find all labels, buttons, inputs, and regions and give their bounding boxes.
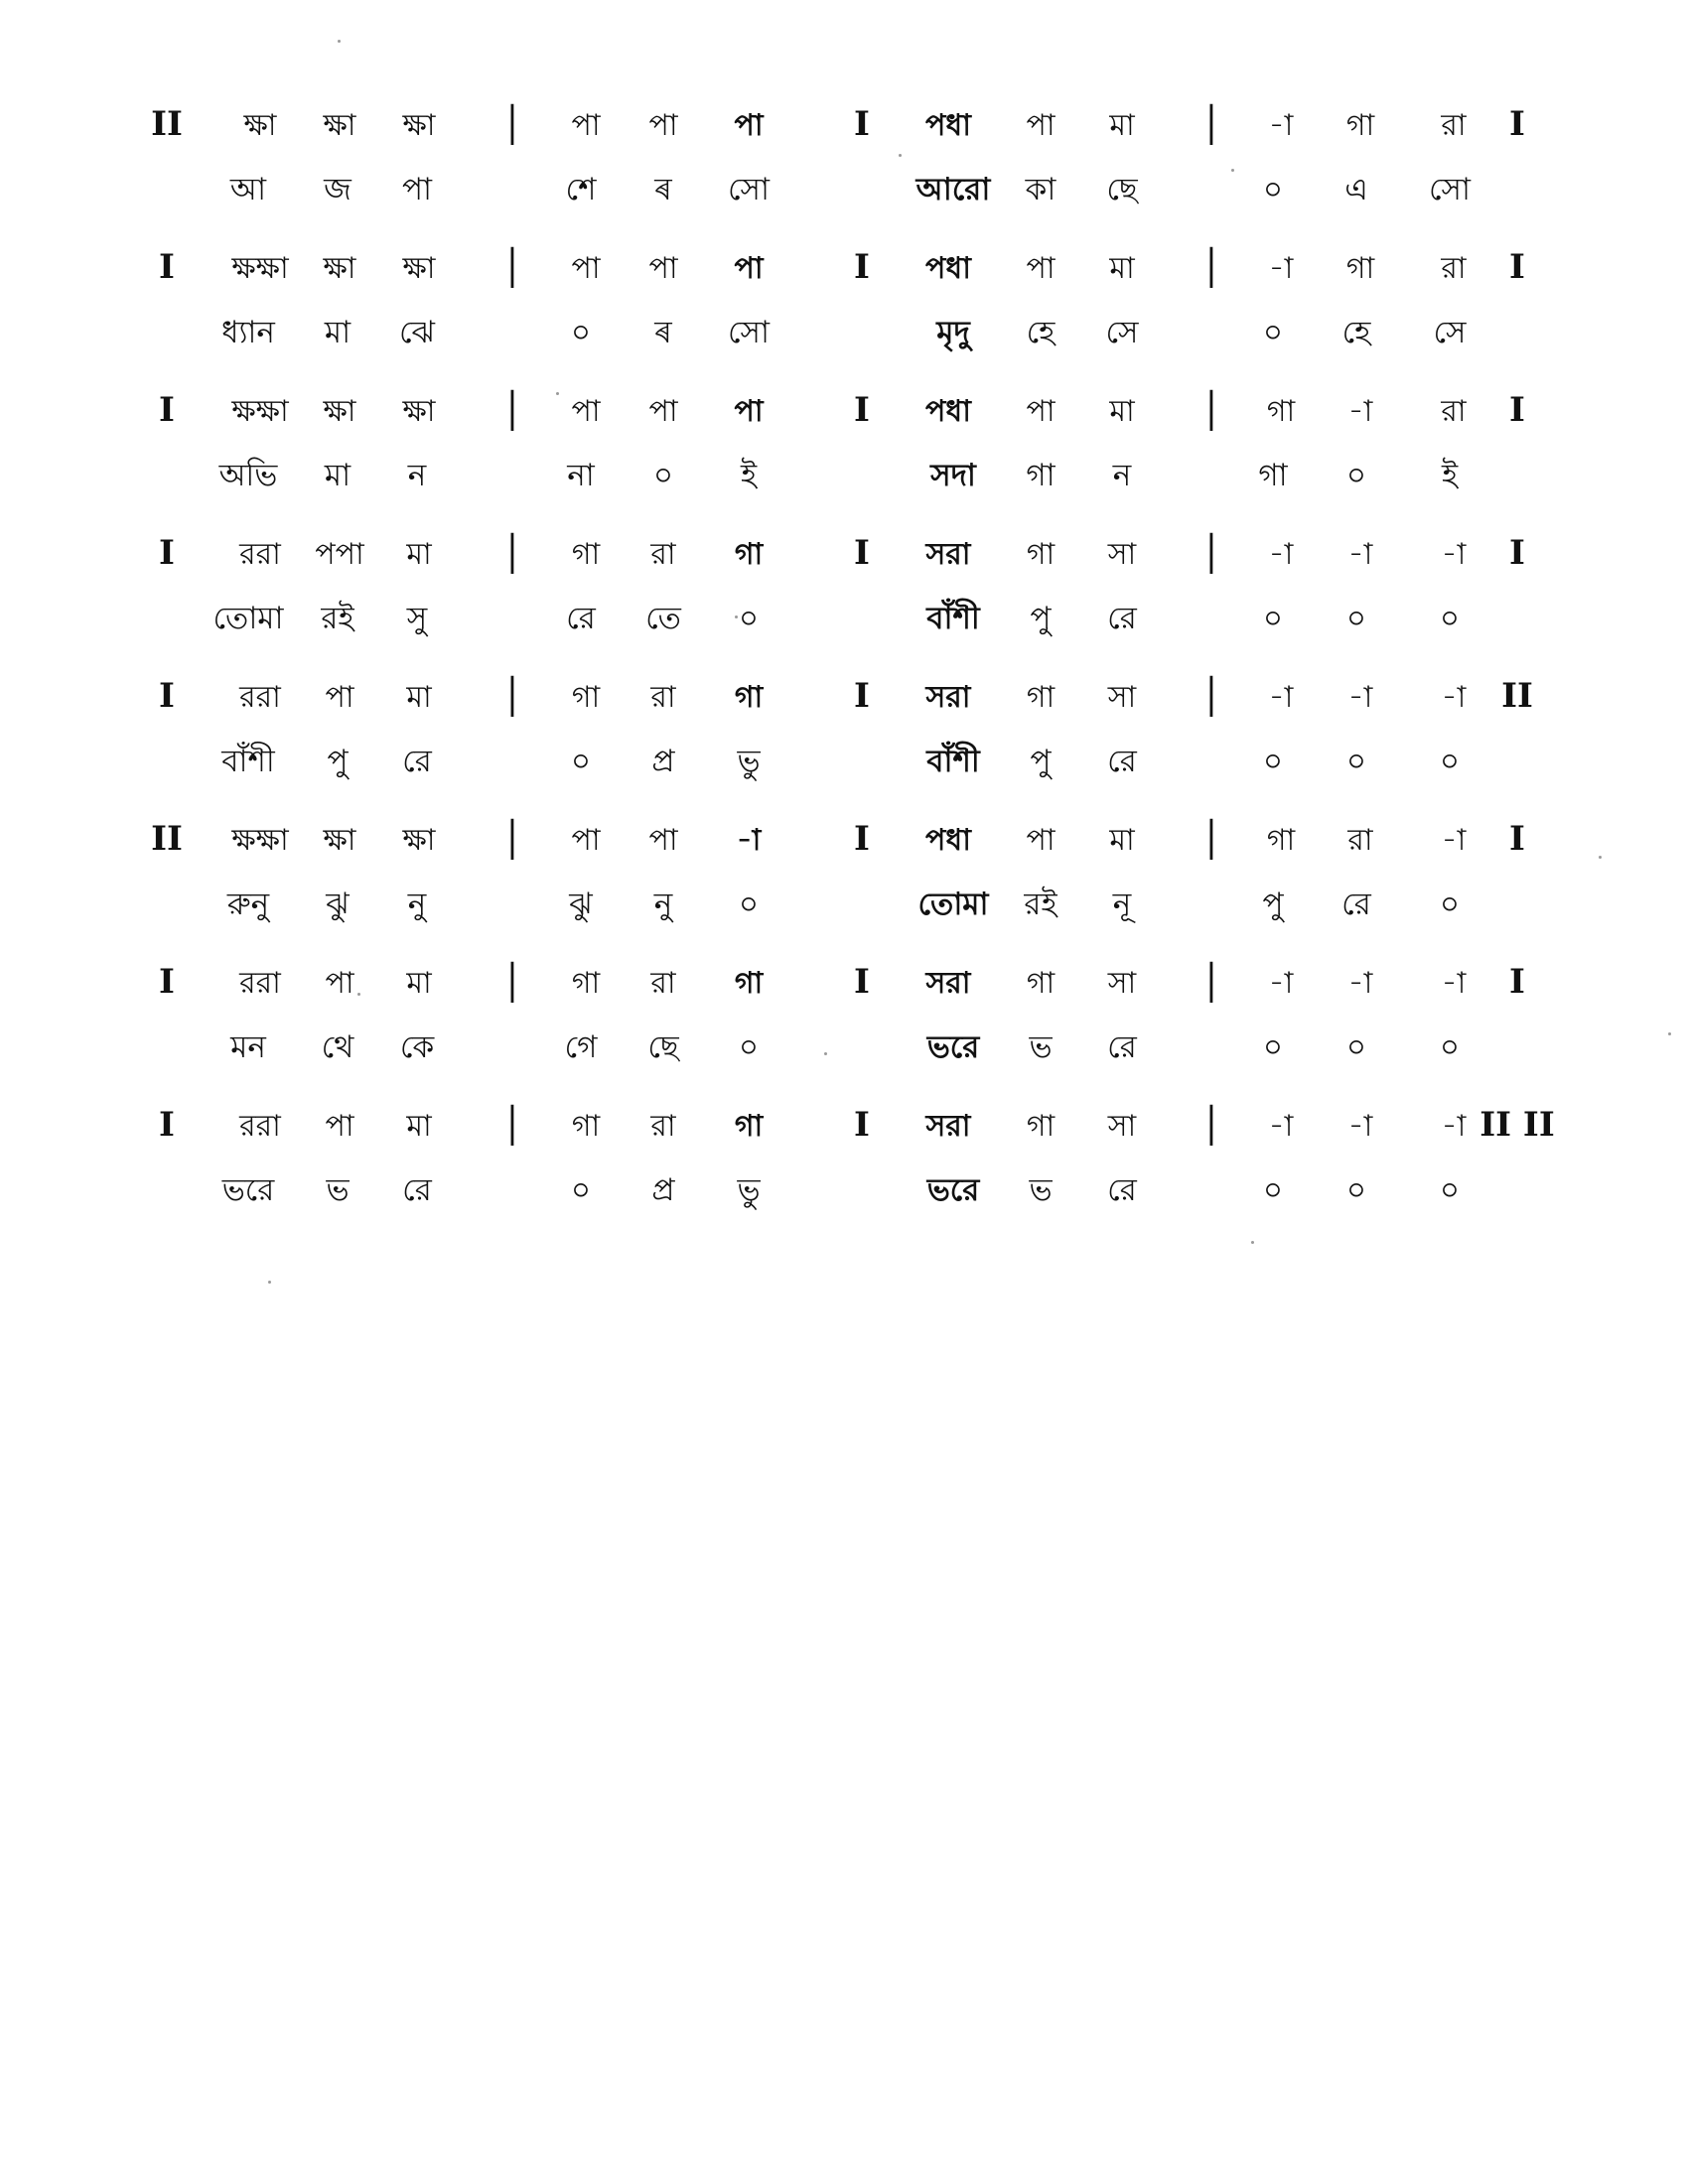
bar-line: | [505,670,519,718]
lyric-syllable: ০ [1345,1172,1367,1208]
swara-note: -া [1268,966,1294,1001]
swara-note: সা [1107,1109,1137,1144]
lyric-syllable: পু [1030,601,1052,636]
lyric-syllable: বাঁশী [926,601,980,636]
swara-note: ক্ষক্ষা [231,394,289,429]
bar-line: | [1204,527,1218,575]
swara-note: -া [1268,251,1294,286]
line-start-mark: II [151,104,183,144]
swara-note: -া [1441,1109,1467,1144]
bar-line: | [505,813,519,861]
swara-note: মা [1109,394,1135,429]
swara-note: পা [734,108,764,143]
lyric-syllable: নু [407,887,427,922]
lyric-syllable: আ [229,172,267,207]
swara-note: মা [406,1109,432,1144]
lyric-syllable: ০ [570,315,592,350]
swara-note: সরা [925,680,971,715]
lyric-syllable: নূ [1112,887,1132,922]
line-end-mark: I [1509,247,1525,287]
swara-note: সা [1107,537,1137,572]
line-start-mark: I [159,533,175,573]
scan-speck [899,154,902,157]
swara-note: গা [571,680,601,715]
lyric-syllable: প্র [651,1172,675,1208]
swara-note: -া [736,823,762,858]
swara-note: ক্ষক্ষা [231,251,289,286]
lyric-syllable: ০ [1345,744,1367,779]
lyric-syllable: হে [1341,315,1371,350]
swara-note: -া [1268,537,1294,572]
swara-note: পা [571,108,601,143]
bar-line: | [505,956,519,1004]
swara-note: ক্ষা [323,108,356,143]
swara-note: মা [1109,823,1135,858]
swara-note: রা [650,680,676,715]
swara-note: পা [325,680,354,715]
swara-note: রা [1441,394,1467,429]
swara-note: -া [1347,966,1373,1001]
swara-note: পা [734,251,764,286]
line-start-mark: I [159,962,175,1002]
line-end-mark: I [1509,390,1525,430]
lyric-syllable: ঝে [398,315,436,350]
swara-note: গা [571,1109,601,1144]
swara-note: পা [1026,823,1055,858]
swara-note: -া [1268,680,1294,715]
lyric-syllable: ভু [737,744,761,779]
bar-line: | [1204,384,1218,432]
swara-note: রা [650,966,676,1001]
swara-note: রা [1347,823,1373,858]
swara-note: ক্ষা [402,394,436,429]
swara-note: সরা [925,537,971,572]
swara-note: পধা [925,251,971,286]
lyric-syllable: ০ [570,744,592,779]
swara-note: গা [1026,966,1055,1001]
bar-line: | [1204,956,1218,1004]
lyric-syllable: হে [1026,315,1055,350]
swara-note: -া [1268,1109,1294,1144]
scan-speck [268,1281,271,1284]
bar-line: | [505,384,519,432]
line-end-mark: II [1501,676,1533,716]
swara-note: পা [648,394,678,429]
scan-speck [1668,1032,1671,1035]
section-mark: I [854,247,870,287]
lyric-syllable: তোমা [212,601,284,636]
swara-note: রা [650,1109,676,1144]
scan-speck [824,1052,827,1055]
lyric-syllable: কা [1025,172,1056,207]
lyric-syllable: ভরে [926,1172,980,1208]
swara-note: মা [406,537,432,572]
swara-note: পধা [925,394,971,429]
swara-note: মা [406,680,432,715]
bar-line: | [1204,1099,1218,1147]
bar-line: | [1204,813,1218,861]
lyric-syllable: তোমা [917,887,989,922]
lyric-syllable: ০ [570,1172,592,1208]
swara-note: পা [571,823,601,858]
lyric-syllable: ০ [1439,1172,1461,1208]
swara-note: মা [406,966,432,1001]
lyric-syllable: না [567,458,595,493]
line-start-mark: I [159,676,175,716]
lyric-syllable: পু [327,744,349,779]
swara-note: -া [1347,537,1373,572]
lyric-syllable: মন [230,1029,266,1065]
lyric-syllable: কে [399,1029,435,1065]
bar-line: | [1204,241,1218,289]
scan-speck [338,40,341,43]
line-end-mark: II II [1479,1105,1555,1145]
swara-note: সা [1107,966,1137,1001]
lyric-syllable: ০ [1439,1029,1461,1065]
swara-note: ররা [239,966,281,1001]
lyric-syllable: ০ [1262,601,1284,636]
line-end-mark: I [1509,962,1525,1002]
section-mark: I [854,390,870,430]
lyric-syllable: ভ [326,1172,350,1208]
lyric-syllable: ভ [1029,1172,1053,1208]
swara-note: ক্ষা [323,823,356,858]
lyric-syllable: রে [402,744,432,779]
swara-note: পপা [315,537,364,572]
swara-note: পা [648,823,678,858]
section-mark: I [854,533,870,573]
swara-note: রা [1441,251,1467,286]
line-start-mark: II [151,819,183,859]
lyric-syllable: ০ [1439,601,1461,636]
lyric-syllable: সে [1105,315,1139,350]
lyric-syllable: তে [645,601,681,636]
swara-note: পা [1026,108,1055,143]
swara-note: -া [1347,394,1373,429]
lyric-syllable: রে [1107,1029,1137,1065]
swara-note: -া [1347,1109,1373,1144]
swara-note: ক্ষা [243,108,277,143]
lyric-syllable: গা [1026,458,1055,493]
swara-note: গা [1266,823,1296,858]
swara-note: রা [1441,108,1467,143]
lyric-syllable: রে [1341,887,1371,922]
lyric-syllable: মা [324,315,352,350]
lyric-syllable: ০ [1262,1029,1284,1065]
swara-note: গা [734,680,764,715]
lyric-syllable: মৃদু [936,315,970,350]
lyric-syllable: গা [1258,458,1288,493]
lyric-syllable: ন [407,458,427,493]
swara-note: সরা [925,966,971,1001]
swara-note: গা [1345,251,1375,286]
lyric-syllable: আরো [915,172,991,207]
lyric-syllable: রে [566,601,596,636]
lyric-syllable: ছে [1106,172,1138,207]
swara-note: -া [1347,680,1373,715]
line-end-mark: I [1509,104,1525,144]
lyric-syllable: ০ [738,601,760,636]
lyric-syllable: নু [653,887,673,922]
lyric-syllable: ০ [1439,887,1461,922]
swara-note: -া [1441,823,1467,858]
lyric-syllable: থে [321,1029,354,1065]
lyric-syllable: রে [1107,744,1137,779]
lyric-syllable: প্র [651,744,675,779]
swara-note: পা [648,108,678,143]
lyric-syllable: রুনু [226,887,270,922]
scan-speck [357,993,360,996]
lyric-syllable: ০ [738,1029,760,1065]
line-start-mark: I [159,247,175,287]
bar-line: | [505,98,519,146]
section-mark: I [854,1105,870,1145]
lyric-syllable: জ [324,172,352,207]
lyric-syllable: ই [740,458,758,493]
lyric-syllable: ভ [1029,1029,1053,1065]
lyric-syllable: সো [727,172,771,207]
bar-line: | [505,1099,519,1147]
lyric-syllable: ভু [737,1172,761,1208]
lyric-syllable: অভি [218,458,278,493]
swara-note: পধা [925,823,971,858]
lyric-syllable: ০ [652,458,674,493]
lyric-syllable: ন [1112,458,1132,493]
swara-note: সরা [925,1109,971,1144]
swara-note: -া [1441,680,1467,715]
lyric-syllable: ভরে [926,1029,980,1065]
lyric-syllable: ০ [1345,458,1367,493]
swara-note: মা [1109,251,1135,286]
swara-note: পা [1026,251,1055,286]
swara-note: গা [1026,537,1055,572]
swara-note: সা [1107,680,1137,715]
lyric-syllable: সো [1428,172,1472,207]
swara-note: পা [571,251,601,286]
swara-note: গা [734,537,764,572]
bar-line: | [505,241,519,289]
lyric-syllable: পু [1030,744,1052,779]
lyric-syllable: রে [1107,1172,1137,1208]
lyric-syllable: বাঁশী [221,744,275,779]
swara-note: ক্ষা [323,394,356,429]
bar-line: | [505,527,519,575]
swara-note: ক্ষা [402,823,436,858]
swara-note: ররা [239,1109,281,1144]
swara-note: গা [571,966,601,1001]
lyric-syllable: ৰ [654,315,672,350]
section-mark: I [854,676,870,716]
swara-note: পা [648,251,678,286]
lyric-syllable: রে [402,1172,432,1208]
lyric-syllable: ০ [1345,1029,1367,1065]
swara-note: ক্ষক্ষা [231,823,289,858]
lyric-syllable: ০ [1345,601,1367,636]
swara-note: রা [650,537,676,572]
swara-note: ররা [239,680,281,715]
lyric-syllable: ধ্যান [221,315,275,350]
lyric-syllable: সো [727,315,771,350]
lyric-syllable: গে [564,1029,598,1065]
section-mark: I [854,104,870,144]
swara-note: পা [1026,394,1055,429]
lyric-syllable: বাঁশী [926,744,980,779]
lyric-syllable: ঝু [326,887,350,922]
lyric-syllable: ৰ [654,172,672,207]
line-end-mark: I [1509,533,1525,573]
swara-note: মা [1109,108,1135,143]
lyric-syllable: সদা [930,458,976,493]
lyric-syllable: রই [1024,887,1057,922]
swara-note: পা [571,394,601,429]
swara-note: গা [734,1109,764,1144]
swara-note: গা [571,537,601,572]
swara-note: -া [1268,108,1294,143]
swara-note: ক্ষা [402,251,436,286]
swara-note: -া [1441,966,1467,1001]
lyric-syllable: ঝু [569,887,593,922]
swara-note: -া [1441,537,1467,572]
lyric-syllable: এ [1344,172,1368,207]
section-mark: I [854,962,870,1002]
lyric-syllable: ০ [1262,1172,1284,1208]
swara-note: ক্ষা [402,108,436,143]
lyric-syllable: রই [321,601,354,636]
lyric-syllable: ০ [1262,315,1284,350]
lyric-syllable: পা [401,172,433,207]
lyric-syllable: ভরে [221,1172,275,1208]
swara-note: গা [1026,680,1055,715]
lyric-syllable: ০ [1262,172,1284,207]
swara-note: গা [734,966,764,1001]
swara-note: ররা [239,537,281,572]
swara-note: ক্ষা [323,251,356,286]
swara-note: গা [1345,108,1375,143]
swara-note: পধা [925,108,971,143]
lyric-syllable: সু [406,601,428,636]
lyric-syllable: মা [324,458,352,493]
bar-line: | [1204,670,1218,718]
lyric-syllable: ০ [1439,744,1461,779]
line-start-mark: I [159,390,175,430]
scan-speck [1251,1241,1254,1244]
scan-speck [556,392,559,395]
swara-note: গা [1026,1109,1055,1144]
lyric-syllable: সে [1433,315,1467,350]
lyric-syllable: শে [565,172,597,207]
scan-speck [735,615,738,618]
swara-note: গা [1266,394,1296,429]
lyric-syllable: রে [1107,601,1137,636]
scan-speck [1599,856,1602,859]
swara-note: পা [325,1109,354,1144]
swara-note: পা [734,394,764,429]
lyric-syllable: ই [1441,458,1459,493]
lyric-syllable: ০ [738,887,760,922]
lyric-syllable: ছে [647,1029,679,1065]
line-end-mark: I [1509,819,1525,859]
bar-line: | [1204,98,1218,146]
lyric-syllable: ০ [1262,744,1284,779]
section-mark: I [854,819,870,859]
lyric-syllable: পু [1262,887,1284,922]
swara-note: পা [325,966,354,1001]
line-start-mark: I [159,1105,175,1145]
scan-speck [1231,169,1234,172]
